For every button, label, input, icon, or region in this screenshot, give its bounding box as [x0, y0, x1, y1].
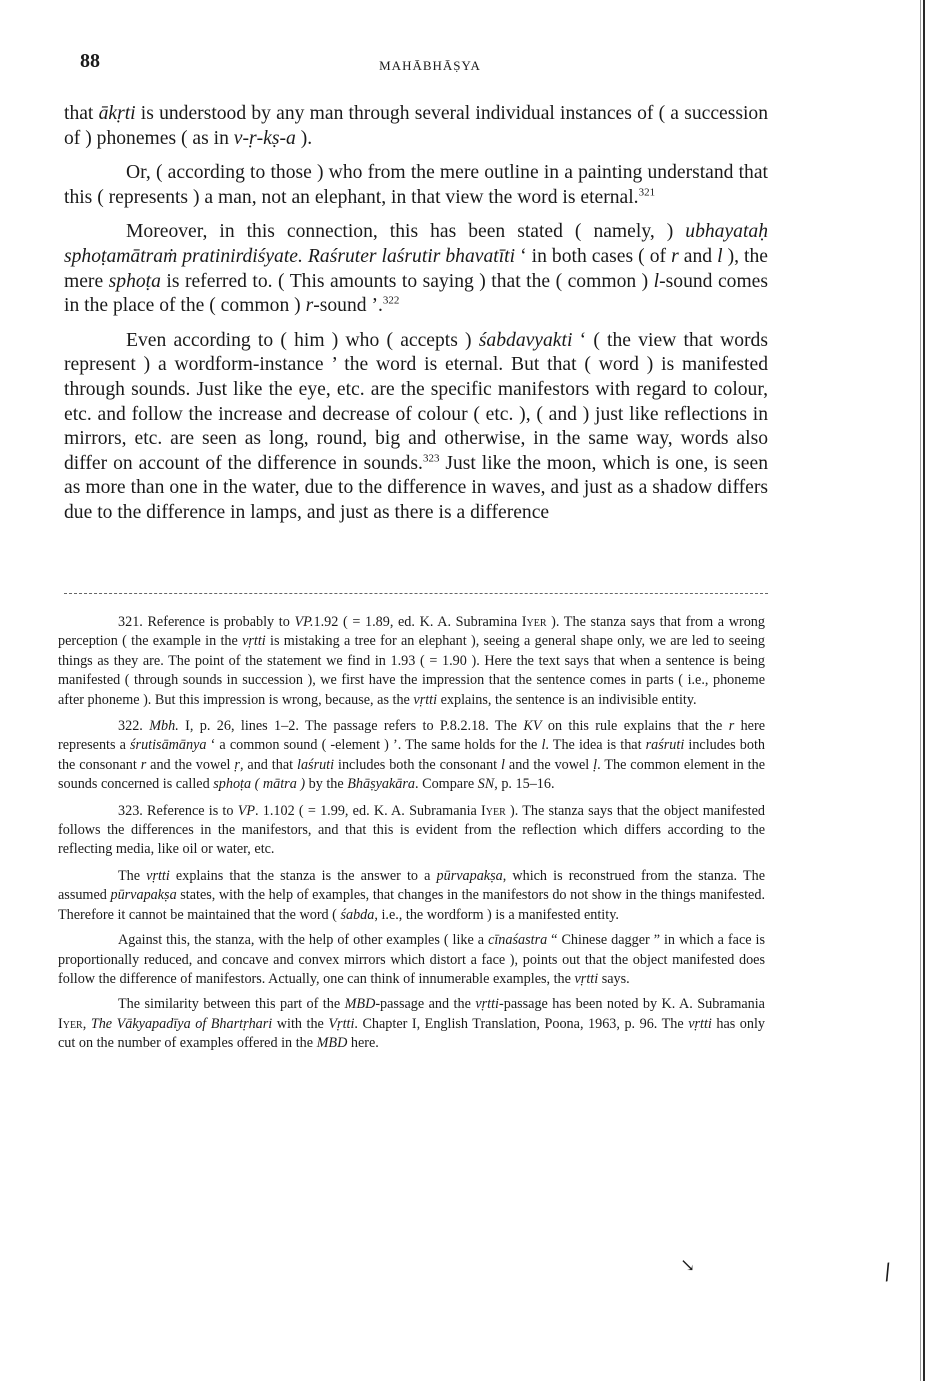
footnote-ref-321: 321 — [638, 186, 656, 199]
running-head: MAHĀBHĀṢYA — [379, 58, 481, 73]
scan-mark-icon: ↘ — [680, 1255, 696, 1276]
footnote-ref-322: 322 — [382, 294, 400, 307]
footnote-ref-323: 323 — [422, 452, 440, 465]
footnotes — [58, 613, 765, 1060]
page-number: 88 — [80, 50, 100, 72]
footnote-322: 322. Mbh. I, p. 26, lines 1–2. The passage refers to P.8.2.18. The KV on this rule explains that the r here represents a śrutisāmānya ‘ a common sound ( -element ) ’. The same holds for the l. The idea is that raśruti includes both the consonant r and the vowel ṛ, and that laśruti includes both the consonant l and the vowel ḷ. The common element in the sounds concerned is called sphoṭa ( mātra ) by the Bhāṣyakāra. Compare SN, p. 15–16. — [58, 718, 765, 793]
page-edge-shadow — [923, 0, 925, 1381]
main-text — [64, 102, 768, 536]
footnote-divider — [64, 593, 768, 594]
paragraph-2: Or, ( according to those ) who from the mere outline in a painting understand that this ( represents ) a man, not an elephant, in that view the word is eternal.$^{321}$ — [64, 162, 768, 208]
paragraph-4: Even according to ( him ) who ( accepts ) śabdavyakti ‘ ( the view that words represent ) a wordform-instance ’ the word is eternal. But that ( word ) is manifested through sounds. Just like the eye, etc. are the specific manifestors with regard to colour, etc. and follow the increase and decrease of colour ( etc. ), ( and ) just like reflections in mirrors, etc. are seen as long, round, big and otherwise, in the same way, words also differ on account of the difference in sounds.$^{323}$ Just like the moon, which is one, is seen as more than one in the water, due to the difference in waves, and just as a shadow differs due to the difference in lamps, and just as there is a difference — [64, 329, 768, 523]
footnote-323-para-3: Against this, the stanza, with the help of other examples ( like a cīnaśastra “ Chinese dagger ” in which a face is proportionally reduced, and concave and convex mirrors which distort a face ), points out that the object manifested does follow the difference of manifestors. Actually, one can think of innumerable examples, the vṛtti says. — [58, 932, 765, 987]
paragraph-3: Moreover, in this connection, this has been stated ( namely, ) ubhayataḥ sphoṭamātraṁ pratinirdiśyate. Raśruter laśrutir bhavatīti ‘ in both cases ( of r and l ), the mere sphoṭa is referred to. ( This amounts to saying ) that the ( common ) l-sound comes in the place of the ( common ) r-sound ’.$^{322}$ — [64, 221, 769, 317]
footnote-323-para-4: The similarity between this part of the MBD-passage and the vṛtti-passage has been noted by K. A. Subramania Iyer, The Vākyapadīya of Bhartṛhari with the Vṛtti. Chapter I, English Translation, Poona, 1963, p. 96. The vṛtti has only cut on the number of examples offered in the MBD here. — [58, 996, 766, 1052]
paragraph-1: that ākṛti is understood by any man through several individual instances of ( a succession of ) phonemes ( as in v-ṛ-kṣ-a ). — [64, 103, 769, 149]
footnote-323: 323. Reference is to VP. 1.102 ( = 1.99, ed. K. A. Subramania Iyer ). The stanza says that the object manifested follows the differences in the manifestors, and that this is evident from the reflection which differs according to the reflecting media, like oil or water, etc. — [58, 802, 765, 858]
footnote-321: 321. Reference is probably to VP.1.92 ( = 1.89, ed. K. A. Subramina Iyer ). The stanza says that from a wrong perception ( the example in the vṛtti is mistaking a tree for an elephant ), seeing a general shape only, we are led to seeing things as they are. The point of the statement we find in 1.93 ( = 1.90 ). Here the text says that when a sentence is being manifested ( through sounds in succession ), we first have the impression that the sentence comes in parts ( i.e., phoneme after phoneme ). But this impression is wrong, because, as the vṛtti explains, the sentence is an indivisible entity. — [58, 614, 765, 708]
margin-bracket-icon: / — [881, 1259, 894, 1286]
footnote-323-para-2: The vṛtti explains that the stanza is the answer to a pūrvapakṣa, which is reconstrued from the stanza. The assumed pūrvapakṣa states, with the help of examples, that changes in the manifestors do not show in the things manifested. Therefore it cannot be maintained that the word ( śabda, i.e., the wordform ) is a manifested entity. — [58, 867, 765, 923]
page-edge-line — [920, 0, 921, 1381]
